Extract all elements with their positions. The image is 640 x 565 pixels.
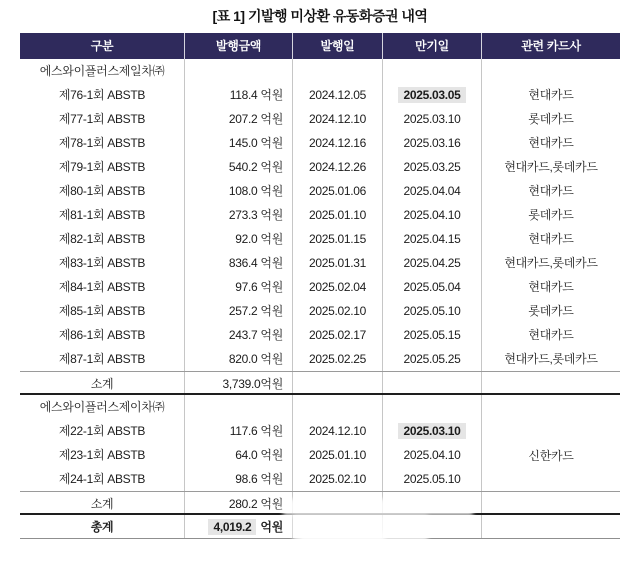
maturity-date: 2025.05.15 bbox=[383, 323, 482, 347]
subtotal-amount: 280.2 억원 bbox=[185, 492, 293, 513]
merged-card-company: 신한카드 bbox=[528, 448, 574, 463]
subtotal-amount: 3,739.0억원 bbox=[185, 372, 293, 393]
maturity-date: 2025.03.25 bbox=[383, 155, 482, 179]
card-company: 현대카드 bbox=[528, 88, 574, 102]
series-label: 제80-1회 ABSTB bbox=[20, 179, 185, 203]
series-label: 제81-1회 ABSTB bbox=[20, 203, 185, 227]
maturity-date: 2025.03.10 bbox=[383, 107, 482, 131]
grand-total-row bbox=[20, 515, 620, 539]
issue-amount: 117.6 억원 bbox=[185, 419, 293, 443]
table-row bbox=[20, 227, 620, 251]
group-header-row bbox=[20, 59, 620, 83]
issue-date: 2025.02.04 bbox=[293, 275, 383, 299]
table-row bbox=[20, 347, 620, 371]
issue-amount: 820.0 억원 bbox=[185, 347, 293, 371]
card-company: 현대카드 bbox=[528, 232, 574, 246]
card-company: 현대카드 bbox=[528, 136, 574, 150]
card-company: 현대카드 bbox=[528, 328, 574, 342]
series-label: 제78-1회 ABSTB bbox=[20, 131, 185, 155]
issue-amount: 540.2 억원 bbox=[185, 155, 293, 179]
table-body bbox=[20, 59, 620, 539]
issue-amount: 64.0 억원 bbox=[185, 443, 293, 467]
card-company: 롯데카드 bbox=[528, 112, 574, 126]
series-label: 제83-1회 ABSTB bbox=[20, 251, 185, 275]
issue-date: 2025.01.10 bbox=[293, 203, 383, 227]
issue-amount: 108.0 억원 bbox=[185, 179, 293, 203]
table-header-row bbox=[20, 33, 620, 59]
issue-amount: 207.2 억원 bbox=[185, 107, 293, 131]
maturity-date: 2025.04.10 bbox=[383, 443, 482, 467]
series-label: 제77-1회 ABSTB bbox=[20, 107, 185, 131]
series-label: 제23-1회 ABSTB bbox=[20, 443, 185, 467]
issue-date: 2025.02.10 bbox=[293, 299, 383, 323]
issue-amount: 97.6 억원 bbox=[185, 275, 293, 299]
card-company: 현대카드,롯데카드 bbox=[504, 160, 598, 174]
table-row bbox=[20, 83, 620, 107]
series-label: 제85-1회 ABSTB bbox=[20, 299, 185, 323]
group-name: 에스와이플러스제일차㈜ bbox=[20, 59, 185, 83]
group-header-row bbox=[20, 395, 620, 419]
table-row bbox=[20, 155, 620, 179]
header-maturity-date: 만기일 bbox=[383, 33, 482, 59]
card-company: 롯데카드 bbox=[528, 208, 574, 222]
grand-total-unit: 억원 bbox=[260, 520, 283, 534]
maturity-date: 2025.04.10 bbox=[383, 203, 482, 227]
issue-date: 2025.01.31 bbox=[293, 251, 383, 275]
card-company: 현대카드,롯데카드 bbox=[504, 256, 598, 270]
issue-amount: 243.7 억원 bbox=[185, 323, 293, 347]
issue-amount: 836.4 억원 bbox=[185, 251, 293, 275]
table-row bbox=[20, 323, 620, 347]
issue-amount: 145.0 억원 bbox=[185, 131, 293, 155]
issue-date: 2024.12.05 bbox=[293, 83, 383, 107]
issue-date: 2024.12.10 bbox=[293, 419, 383, 443]
header-issue-date: 발행일 bbox=[293, 33, 383, 59]
page-title: [표 1] 기발행 미상환 유동화증권 내역 bbox=[212, 8, 428, 24]
series-label: 제84-1회 ABSTB bbox=[20, 275, 185, 299]
subtotal-row bbox=[20, 491, 620, 515]
grand-total-amount: 4,019.2 bbox=[208, 519, 256, 535]
issue-amount: 118.4 억원 bbox=[185, 83, 293, 107]
securities-table bbox=[20, 33, 620, 539]
maturity-date-highlighted: 2025.03.05 bbox=[398, 87, 465, 103]
issue-date: 2025.01.10 bbox=[293, 443, 383, 467]
issue-date: 2024.12.10 bbox=[293, 107, 383, 131]
maturity-date: 2025.05.25 bbox=[383, 347, 482, 371]
subtotal-row bbox=[20, 371, 620, 395]
series-label: 제79-1회 ABSTB bbox=[20, 155, 185, 179]
grand-total-label: 총계 bbox=[20, 515, 185, 538]
subtotal-label: 소계 bbox=[20, 372, 185, 393]
issue-amount: 273.3 억원 bbox=[185, 203, 293, 227]
series-label: 제86-1회 ABSTB bbox=[20, 323, 185, 347]
table-row bbox=[20, 203, 620, 227]
group2-rows bbox=[20, 419, 620, 491]
maturity-date: 2025.05.10 bbox=[383, 299, 482, 323]
issue-amount: 257.2 억원 bbox=[185, 299, 293, 323]
header-category: 구분 bbox=[20, 33, 185, 59]
issue-date: 2025.01.15 bbox=[293, 227, 383, 251]
maturity-date: 2025.04.25 bbox=[383, 251, 482, 275]
table-row bbox=[20, 275, 620, 299]
header-card-company: 관련 카드사 bbox=[521, 39, 581, 53]
maturity-date-highlighted: 2025.03.10 bbox=[398, 423, 465, 439]
maturity-date: 2025.05.10 bbox=[383, 467, 482, 491]
issue-date: 2025.02.17 bbox=[293, 323, 383, 347]
series-label: 제87-1회 ABSTB bbox=[20, 347, 185, 371]
card-company: 현대카드 bbox=[528, 184, 574, 198]
issue-amount: 98.6 억원 bbox=[185, 467, 293, 491]
series-label: 제24-1회 ABSTB bbox=[20, 467, 185, 491]
series-label: 제82-1회 ABSTB bbox=[20, 227, 185, 251]
maturity-date: 2025.05.04 bbox=[383, 275, 482, 299]
series-label: 제22-1회 ABSTB bbox=[20, 419, 185, 443]
maturity-date: 2025.04.04 bbox=[383, 179, 482, 203]
card-company: 롯데카드 bbox=[528, 304, 574, 318]
issue-date: 2025.02.10 bbox=[293, 467, 383, 491]
table-row bbox=[20, 131, 620, 155]
issue-date: 2024.12.16 bbox=[293, 131, 383, 155]
header-issue-amount: 발행금액 bbox=[185, 33, 293, 59]
issue-amount: 92.0 억원 bbox=[185, 227, 293, 251]
subtotal-label: 소계 bbox=[20, 492, 185, 513]
table-row bbox=[20, 299, 620, 323]
issue-date: 2025.01.06 bbox=[293, 179, 383, 203]
issue-date: 2025.02.25 bbox=[293, 347, 383, 371]
card-company: 현대카드 bbox=[528, 280, 574, 294]
series-label: 제76-1회 ABSTB bbox=[20, 83, 185, 107]
maturity-date: 2025.03.16 bbox=[383, 131, 482, 155]
table-row bbox=[20, 107, 620, 131]
group-name: 에스와이플러스제이차㈜ bbox=[20, 395, 185, 419]
card-company: 현대카드,롯데카드 bbox=[504, 352, 598, 366]
table-row bbox=[20, 251, 620, 275]
maturity-date: 2025.04.15 bbox=[383, 227, 482, 251]
table-row bbox=[20, 179, 620, 203]
issue-date: 2024.12.26 bbox=[293, 155, 383, 179]
